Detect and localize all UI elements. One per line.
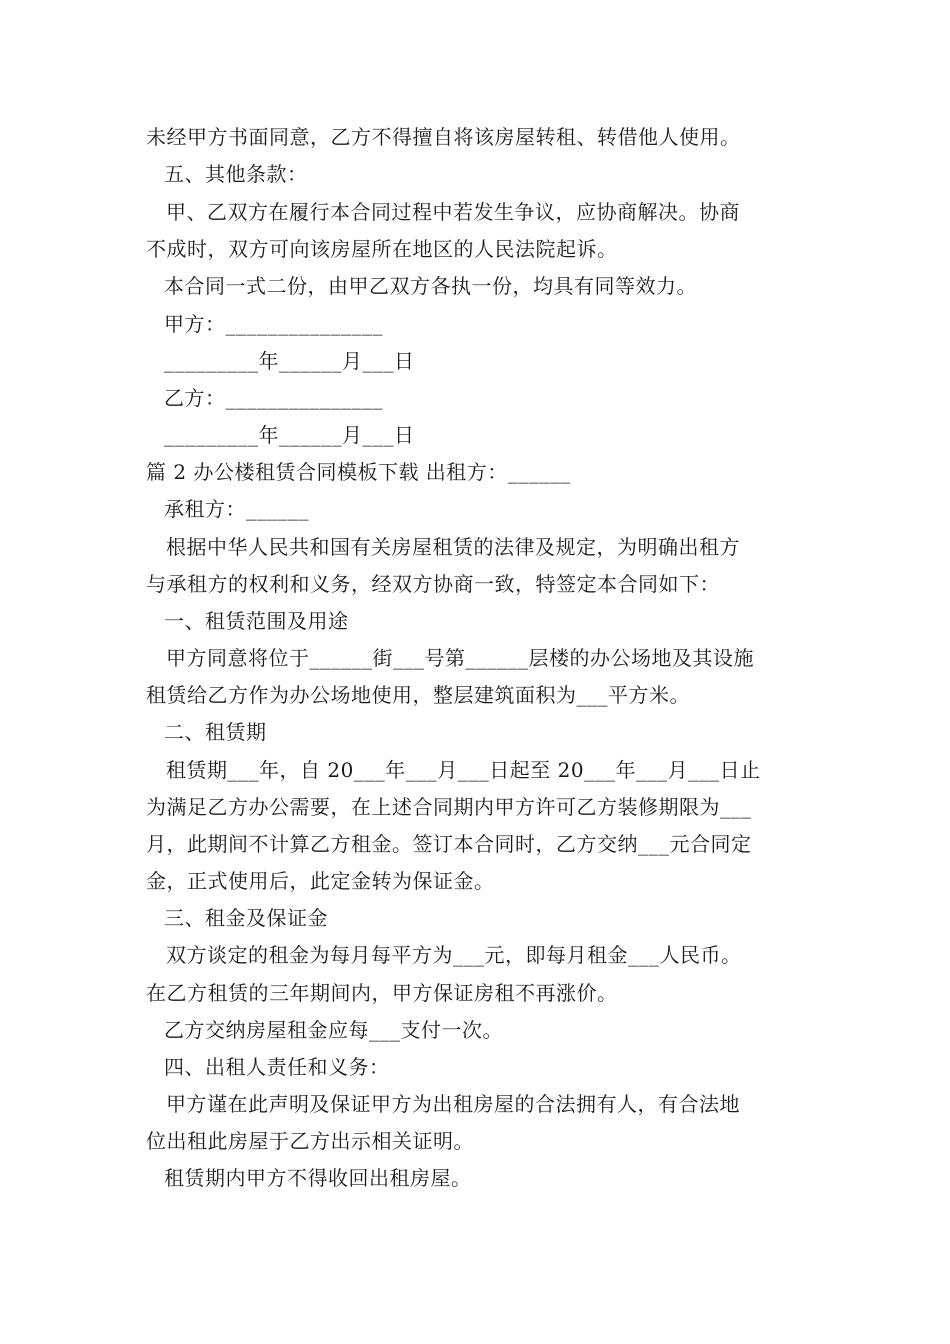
paragraph-line: 甲、乙双方在履行本合同过程中若发生争议，应协商解决。协商 (166, 200, 740, 224)
paragraph-line: 在乙方租赁的三年期间内，甲方保证房租不再涨价。 (146, 981, 618, 1005)
paragraph-line: 甲方同意将位于______街___号第______层楼的办公场地及其设施 (166, 646, 754, 670)
signature-date-a: _________年______月___日 (164, 349, 415, 373)
section-heading: 一、租赁范围及用途 (164, 609, 349, 633)
section-heading: 二、租赁期 (164, 720, 267, 744)
paragraph-line: 租赁期内甲方不得收回出租房屋。 (164, 1166, 472, 1190)
paragraph-line: 未经甲方书面同意，乙方不得擅自将该房屋转租、转借他人使用。 (146, 125, 741, 149)
section-heading: 四、出租人责任和义务： (164, 1055, 390, 1079)
lessee-line: 承租方：______ (164, 497, 309, 521)
paragraph-line: 不成时，双方可向该房屋所在地区的人民法院起诉。 (146, 237, 618, 261)
paragraph-line: 乙方交纳房屋租金应每___支付一次。 (164, 1018, 503, 1042)
paragraph-line: 租赁期___年，自 20___年___月___日起至 20___年___月___日止 (166, 758, 761, 782)
paragraph-line: 甲方谨在此声明及保证甲方为出租房屋的合法拥有人，有合法地 (166, 1092, 740, 1116)
paragraph-line: 根据中华人民共和国有关房屋租赁的法律及规定，为明确出租方 (166, 535, 740, 559)
paragraph-line: 与承租方的权利和义务，经双方协商一致，特签定本合同如下： (146, 572, 720, 596)
signature-party-b: 乙方：_______________ (164, 386, 383, 410)
section-heading: 三、租金及保证金 (164, 906, 328, 930)
signature-date-b: _________年______月___日 (164, 423, 415, 447)
signature-party-a: 甲方：_______________ (164, 312, 383, 336)
paragraph-line: 月，此期间不计算乙方租金。签订本合同时，乙方交纳___元合同定 (146, 832, 752, 856)
chapter-title: 篇 2 办公楼租赁合同模板下载 出租方：______ (146, 460, 571, 484)
paragraph-line: 为满足乙方办公需要，在上述合同期内甲方许可乙方装修期限为___ (146, 795, 752, 819)
paragraph-line: 双方谈定的租金为每月每平方为___元，即每月租金___人民币。 (166, 943, 742, 967)
paragraph-line: 金，正式使用后，此定金转为保证金。 (146, 869, 495, 893)
paragraph-line: 本合同一式二份，由甲乙双方各执一份，均具有同等效力。 (164, 274, 697, 298)
paragraph-line: 租赁给乙方作为办公场地使用，整层建筑面积为___平方米。 (146, 683, 690, 707)
paragraph-line: 位出租此房屋于乙方出示相关证明。 (146, 1129, 474, 1153)
section-heading: 五、其他条款： (164, 162, 308, 186)
